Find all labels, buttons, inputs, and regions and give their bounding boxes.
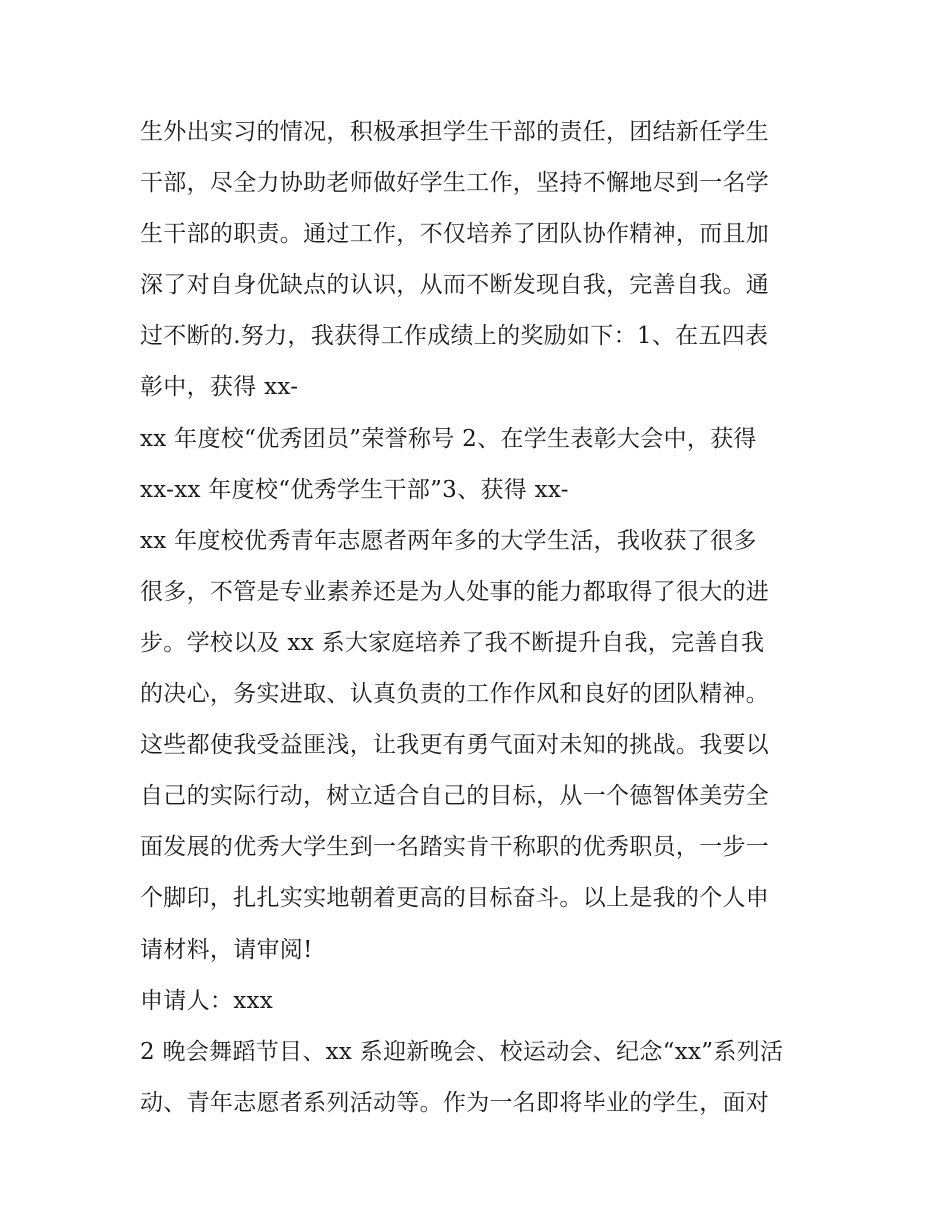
- text-line-5: 过不断的.努力，我获得工作成绩上的奖励如下：1、在五四表: [140, 323, 769, 350]
- applicant-line: 申请人：xxx: [140, 987, 274, 1014]
- text-line-13: 这些都使我受益匪浅，让我更有勇气面对未知的挑战。我要以: [140, 732, 770, 759]
- text-line-14: 自己的实际行动，树立适合自己的目标，从一个德智体美劳全: [140, 783, 770, 810]
- text-line-11: 步。学校以及 xx 系大家庭培养了我不断提升自我，完善自我: [140, 629, 765, 656]
- text-line-4: 深了对自身优缺点的认识，从而不断发现自我，完善自我。通: [140, 272, 770, 299]
- text-line-15: 面发展的优秀大学生到一名踏实肯干称职的优秀职员，一步一: [140, 834, 770, 861]
- text-line-10: 很多，不管是专业素养还是为人处事的能力都取得了很大的进: [140, 578, 770, 605]
- text-line-3: 生干部的职责。通过工作，不仅培养了团队协作精神，而且加: [140, 221, 770, 248]
- text-line-20: 动、青年志愿者系列活动等。作为一名即将毕业的学生，面对: [140, 1089, 770, 1116]
- text-line-19: 2 晚会舞蹈节目、xx 系迎新晚会、校运动会、纪念“xx”系列活: [140, 1038, 784, 1065]
- text-line-7: xx 年度校“优秀团员”荣誉称号 2、在学生表彰大会中，获得: [140, 425, 757, 452]
- text-line-1: 生外出实习的情况，积极承担学生干部的责任，团结新任学生: [140, 119, 770, 145]
- text-line-2: 干部，尽全力协助老师做好学生工作，坚持不懈地尽到一名学: [140, 170, 770, 197]
- text-line-17: 请材料，请审阅!: [140, 936, 313, 963]
- text-line-16: 个脚印，扎扎实实地朝着更高的目标奋斗。以上是我的个人申: [140, 885, 770, 912]
- document-body: [140, 107, 840, 1129]
- text-line-9: xx 年度校优秀青年志愿者两年多的大学生活，我收获了很多: [140, 527, 757, 554]
- text-line-12: 的决心，务实进取、认真负责的工作作风和良好的团队精神。: [140, 681, 770, 708]
- text-line-8: xx-xx 年度校“优秀学生干部”3、获得 xx-: [140, 476, 569, 503]
- text-line-6: 彰中，获得 xx-: [140, 374, 299, 401]
